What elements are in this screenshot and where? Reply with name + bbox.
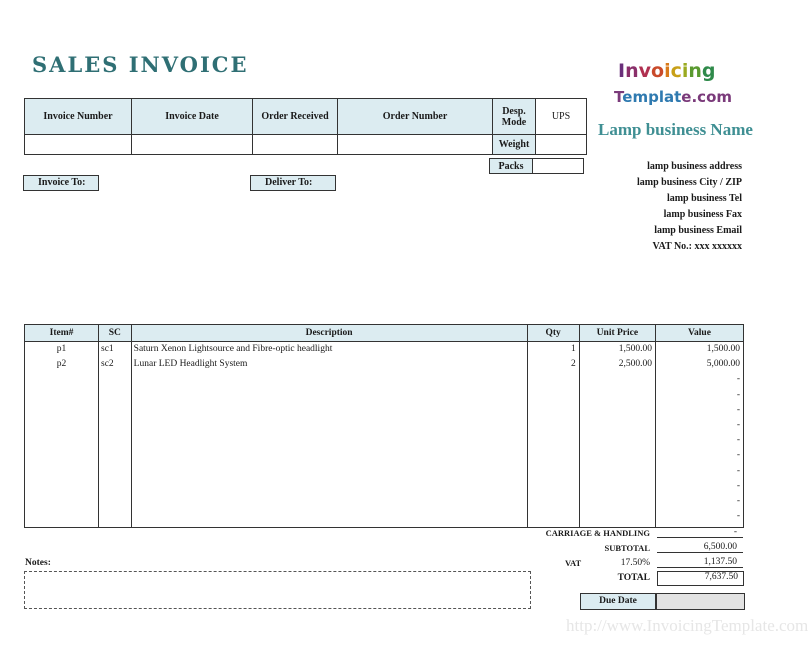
order-received-field[interactable] [253, 135, 338, 155]
logo2-letter: c [697, 88, 707, 106]
subtotal-value: 6,500.00 [657, 542, 743, 553]
cell-qty[interactable] [527, 433, 579, 448]
logo-word-template [614, 88, 732, 106]
business-fax: lamp business Fax [663, 209, 742, 220]
cell-item[interactable] [25, 417, 99, 432]
invoice-number-field[interactable] [25, 135, 132, 155]
cell-sc[interactable] [99, 417, 132, 432]
cell-desc[interactable] [131, 402, 527, 417]
items-table [24, 324, 744, 528]
order-received-label: Order Received [253, 99, 338, 135]
cell-value: - [655, 387, 743, 402]
cell-sc[interactable] [99, 478, 132, 493]
cell-qty[interactable] [527, 448, 579, 463]
cell-qty[interactable] [527, 372, 579, 387]
table-row [25, 342, 744, 357]
table-row [25, 357, 744, 372]
logo2-letter: e [622, 88, 633, 106]
carriage-value: - [657, 527, 743, 538]
logo2-letter: . [691, 88, 698, 106]
logo2-letter: e [681, 88, 692, 106]
cell-item[interactable] [25, 493, 99, 508]
cell-item[interactable] [25, 402, 99, 417]
cell-qty[interactable] [527, 493, 579, 508]
cell-value: 1,500.00 [655, 342, 743, 357]
cell-desc[interactable] [131, 509, 527, 524]
cell-empty [99, 524, 132, 528]
table-row [25, 509, 744, 524]
invoice-header-table [24, 98, 587, 155]
cell-price[interactable] [579, 372, 655, 387]
cell-qty[interactable] [527, 478, 579, 493]
cell-value: - [655, 433, 743, 448]
business-name: Lamp business Name [598, 120, 753, 139]
invoice-date-label: Invoice Date [132, 99, 253, 135]
cell-value: - [655, 493, 743, 508]
cell-sc[interactable]: sc2 [99, 357, 132, 372]
table-row [25, 463, 744, 478]
cell-desc[interactable] [131, 372, 527, 387]
cell-sc[interactable] [99, 448, 132, 463]
vat-rate[interactable]: 17.50% [620, 558, 650, 568]
cell-item[interactable] [25, 433, 99, 448]
cell-price[interactable] [579, 463, 655, 478]
col-qty: Qty [527, 325, 579, 342]
logo2-letter: p [648, 88, 659, 106]
cell-value: - [655, 402, 743, 417]
cell-value: - [655, 372, 743, 387]
logo1-letter: n [688, 60, 702, 82]
total-label: TOTAL [617, 573, 650, 583]
logo1-letter: v [638, 60, 651, 82]
cell-item[interactable] [25, 448, 99, 463]
business-vat: VAT No.: xxx xxxxxx [652, 241, 742, 252]
packs-label: Packs [490, 159, 533, 174]
cell-item[interactable] [25, 509, 99, 524]
cell-value: - [655, 463, 743, 478]
cell-sc[interactable] [99, 463, 132, 478]
cell-sc[interactable] [99, 372, 132, 387]
business-email: lamp business Email [654, 225, 742, 236]
cell-value: - [655, 509, 743, 524]
table-row [25, 478, 744, 493]
cell-price[interactable] [579, 387, 655, 402]
cell-sc[interactable] [99, 509, 132, 524]
cell-qty[interactable] [527, 387, 579, 402]
cell-sc[interactable] [99, 402, 132, 417]
cell-desc[interactable] [131, 463, 527, 478]
cell-qty[interactable]: 1 [527, 342, 579, 357]
logo1-letter: i [664, 60, 671, 82]
cell-price[interactable] [579, 448, 655, 463]
vat-value: 1,137.50 [657, 557, 743, 568]
logo1-letter: g [701, 60, 716, 82]
subtotal-label: SUBTOTAL [604, 543, 650, 553]
vat-label: VAT [565, 558, 582, 568]
invoice-to-label: Invoice To: [23, 175, 99, 191]
logo-word-invoicing [618, 60, 716, 82]
cell-item[interactable]: p1 [25, 342, 99, 357]
cell-desc[interactable] [131, 493, 527, 508]
desp-mode-label: Desp. Mode [493, 99, 536, 135]
cell-qty[interactable] [527, 417, 579, 432]
cell-desc[interactable] [131, 433, 527, 448]
logo2-letter: m [632, 88, 649, 106]
business-city: lamp business City / ZIP [636, 177, 742, 188]
logo2-letter: o [706, 88, 717, 106]
cell-empty [131, 524, 527, 528]
cell-price[interactable]: 2,500.00 [579, 357, 655, 372]
table-row [25, 493, 744, 508]
cell-sc[interactable] [99, 493, 132, 508]
weight-label: Weight [493, 135, 536, 155]
notes-field[interactable] [24, 571, 531, 609]
logo1-letter: I [618, 60, 626, 82]
cell-desc[interactable] [131, 417, 527, 432]
desp-mode-value[interactable]: UPS [536, 99, 587, 135]
cell-value: 5,000.00 [655, 357, 743, 372]
col-description: Description [131, 325, 527, 342]
cell-price[interactable] [579, 417, 655, 432]
cell-desc[interactable] [131, 448, 527, 463]
cell-price[interactable]: 1,500.00 [579, 342, 655, 357]
cell-price[interactable] [579, 493, 655, 508]
cell-desc[interactable] [131, 478, 527, 493]
invoice-title: SALES INVOICE [32, 52, 249, 77]
cell-price[interactable] [579, 433, 655, 448]
total-value: 7,637.50 [657, 571, 744, 586]
table-row [25, 372, 744, 387]
cell-value: - [655, 478, 743, 493]
cell-desc[interactable] [131, 387, 527, 402]
carriage-label: CARRIAGE & HANDLING [545, 528, 650, 538]
watermark: http://www.InvoicingTemplate.com [566, 616, 808, 635]
logo1-letter: o [651, 60, 665, 82]
cell-desc[interactable]: Saturn Xenon Lightsource and Fibre-optic headlight [131, 342, 527, 357]
items-header-row [25, 325, 744, 342]
cell-item[interactable] [25, 478, 99, 493]
business-tel: lamp business Tel [666, 193, 742, 204]
due-date-label: Due Date [580, 593, 656, 610]
cell-price[interactable] [579, 402, 655, 417]
cell-price[interactable] [579, 478, 655, 493]
col-sc: SC [99, 325, 132, 342]
col-item: Item# [25, 325, 99, 342]
logo2-letter: a [663, 88, 675, 106]
cell-item[interactable] [25, 372, 99, 387]
cell-item[interactable] [25, 387, 99, 402]
order-number-label: Order Number [338, 99, 493, 135]
cell-sc[interactable]: sc1 [99, 342, 132, 357]
table-row [25, 402, 744, 417]
cell-qty[interactable]: 2 [527, 357, 579, 372]
cell-value: - [655, 417, 743, 432]
table-row [25, 387, 744, 402]
logo2-letter: T [614, 88, 623, 106]
cell-price[interactable] [579, 509, 655, 524]
cell-qty[interactable] [527, 509, 579, 524]
business-address: lamp business address [647, 161, 742, 172]
notes-label: Notes: [25, 558, 51, 568]
cell-desc[interactable]: Lunar LED Headlight System [131, 357, 527, 372]
col-unit-price: Unit Price [579, 325, 655, 342]
cell-item[interactable] [25, 463, 99, 478]
cell-sc[interactable] [99, 433, 132, 448]
invoice-date-field[interactable] [132, 135, 253, 155]
logo1-letter: i [681, 60, 689, 82]
col-value: Value [655, 325, 743, 342]
weight-field[interactable] [536, 135, 587, 155]
cell-qty[interactable] [527, 402, 579, 417]
cell-value: - [655, 448, 743, 463]
deliver-to-label: Deliver To: [250, 175, 336, 191]
table-row [25, 417, 744, 432]
logo2-letter: l [658, 88, 664, 106]
logo2-letter: t [674, 88, 682, 106]
logo2-letter: m [716, 88, 733, 106]
invoice-number-label: Invoice Number [25, 99, 132, 135]
cell-qty[interactable] [527, 463, 579, 478]
cell-sc[interactable] [99, 387, 132, 402]
cell-item[interactable]: p2 [25, 357, 99, 372]
table-row [25, 433, 744, 448]
packs-field[interactable] [533, 159, 584, 174]
table-row [25, 448, 744, 463]
cell-empty [25, 524, 99, 528]
packs-table [489, 158, 584, 174]
order-number-field[interactable] [338, 135, 493, 155]
due-date-field[interactable] [656, 593, 745, 610]
logo1-letter: c [670, 60, 682, 82]
logo1-letter: n [625, 60, 639, 82]
